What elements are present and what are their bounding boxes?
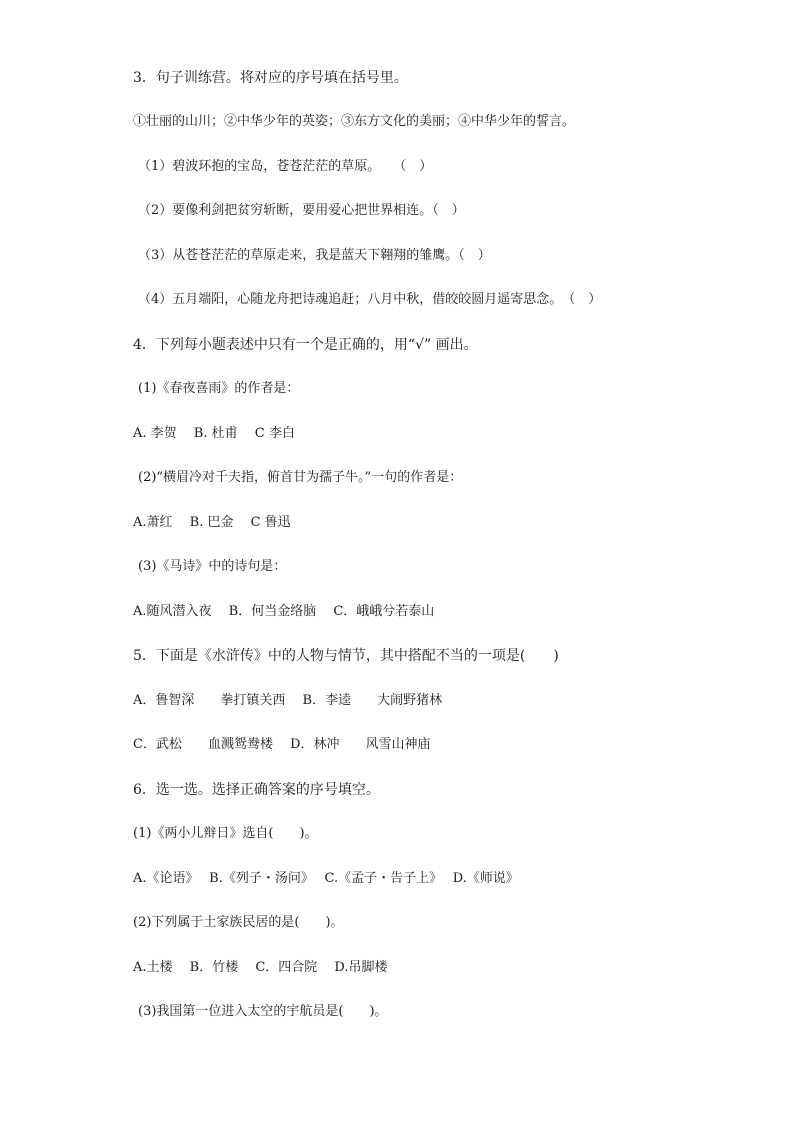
- question-3-heading: 3．句子训练营。将对应的序号填在括号里。: [133, 70, 408, 86]
- question-4-heading: 4．下列每小题表述中只有一个是正确的，用“√” 画出。: [133, 337, 478, 353]
- question-3-item-2: （2）要像利剑把贫穷斩断，要用爱心把世界相连。（ ）: [138, 203, 465, 218]
- question-4-sub-3-choices: A.随风潜入夜 B．何当金络脑 C．峨峨兮若泰山: [133, 604, 435, 619]
- question-4-sub-3: (3)《马诗》中的诗句是：: [138, 559, 287, 574]
- question-5-heading: 5．下面是《水浒传》中的人物与情节，其中搭配不当的一项是( ): [133, 648, 559, 664]
- question-6-sub-1-choices: A.《论语》 B.《列子・汤问》 C.《孟子・告子上》 D.《师说》: [133, 871, 519, 886]
- question-5-choices-cd: C．武松 血溅鸳鸯楼 D．林冲 风雪山神庙: [133, 737, 431, 752]
- question-6-sub-3: (3)我国第一位进入太空的宇航员是( )。: [138, 1004, 388, 1019]
- question-6-sub-2-choices: A.土楼 B．竹楼 C．四合院 D.吊脚楼: [133, 960, 388, 975]
- question-6-heading: 6．选一选。选择正确答案的序号填空。: [133, 782, 380, 798]
- question-4-sub-2-choices: A.萧红 B. 巴金 C 鲁迅: [133, 515, 291, 530]
- question-3-options: ①壮丽的山川；②中华少年的英姿；③东方文化的美丽；④中华少年的誓言。: [133, 114, 576, 129]
- question-4-sub-1-choices: A. 李贺 B. 杜甫 C 李白: [133, 426, 295, 441]
- question-4-sub-1: (1)《春夜喜雨》的作者是：: [138, 381, 300, 396]
- question-5-choices-ab: A．鲁智深 拳打镇关西 B．李逵 大闹野猪林: [133, 693, 443, 708]
- question-3-item-4: （4）五月端阳，心随龙舟把诗魂追赶；八月中秋，借皎皎圆月遥寄思念。 （ ）: [138, 292, 602, 307]
- question-4-sub-2: (2)“横眉冷对千夫指，俯首甘为孺子牛。”一句的作者是：: [138, 470, 463, 485]
- question-6-sub-1: (1)《两小儿辩日》选自( )。: [133, 826, 318, 841]
- question-3-item-1: （1）碧波环抱的宝岛，苍苍茫茫的草原。 （ ）: [138, 159, 433, 174]
- question-3-item-3: （3）从苍苍茫茫的草原走来，我是蓝天下翱翔的雏鹰。（ ）: [138, 248, 491, 263]
- question-6-sub-2: (2)下列属于土家族民居的是( )。: [133, 915, 344, 930]
